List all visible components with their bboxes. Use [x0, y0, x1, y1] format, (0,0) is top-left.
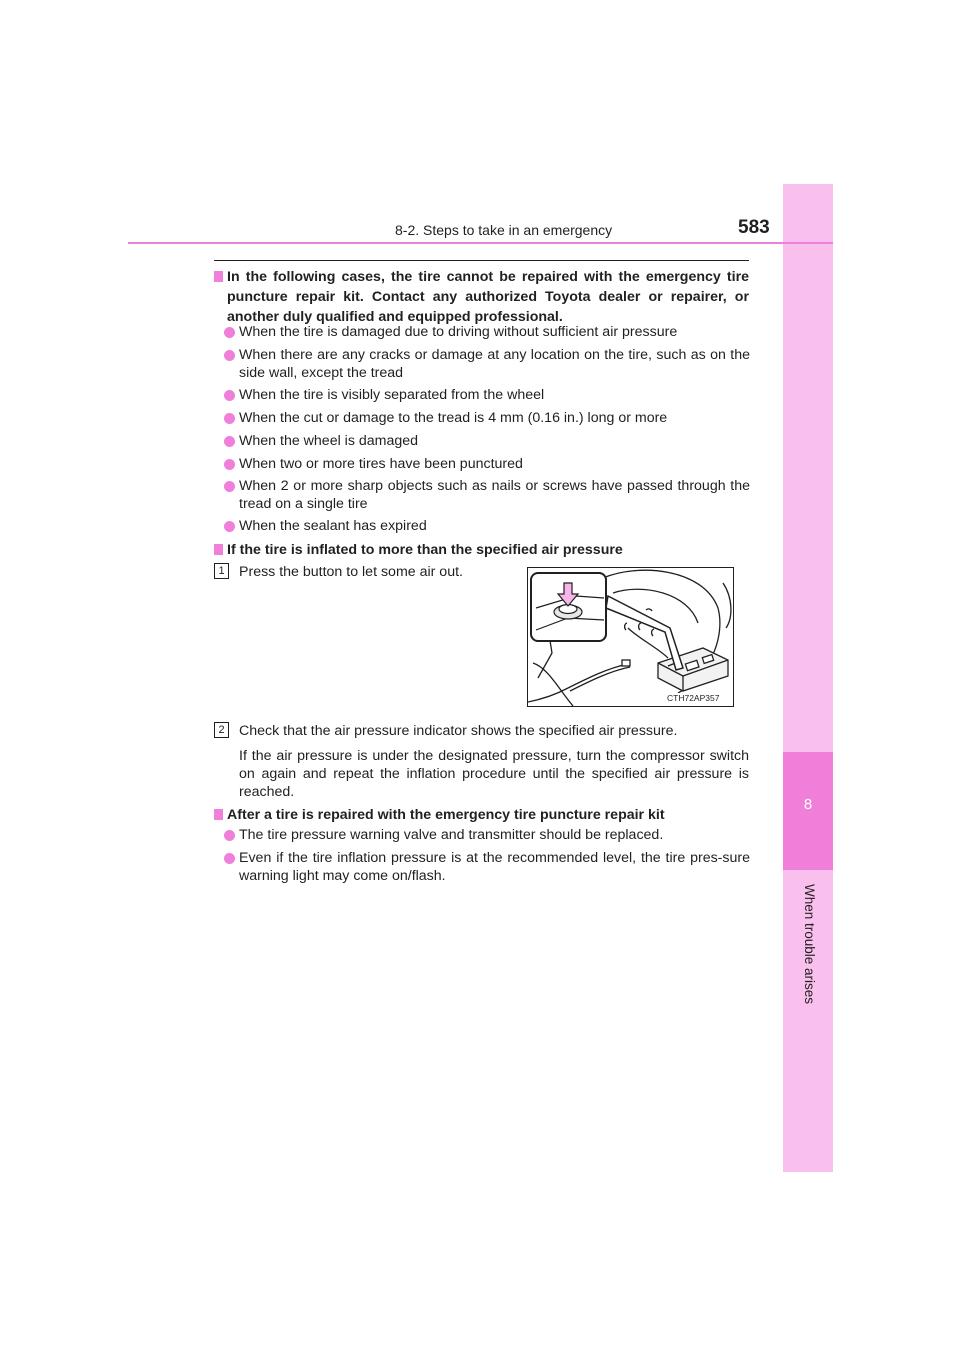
- step-number-badge: 1: [214, 563, 229, 579]
- compressor-button-diagram: [528, 568, 733, 706]
- circle-bullet-icon: [224, 327, 235, 338]
- square-bullet-icon: [214, 544, 223, 555]
- list-item: When the cut or damage to the tread is 4 mm (0.16 in.) long or more: [224, 409, 750, 427]
- circle-bullet-icon: [224, 481, 235, 492]
- list-item: When the wheel is damaged: [224, 432, 750, 450]
- list-item: Even if the tire inflation pressure is at the recommended level, the tire pres-sure warning light may come on/flash.: [224, 849, 750, 885]
- square-bullet-icon: [214, 271, 223, 282]
- chapter-number: 8: [803, 796, 813, 813]
- circle-bullet-icon: [224, 436, 235, 447]
- step-2-text: Check that the air pressure indicator shows the specified air pressure.: [239, 723, 678, 739]
- circle-bullet-icon: [224, 350, 235, 361]
- content-rule: [214, 260, 749, 261]
- circle-bullet-icon: [224, 390, 235, 401]
- list-item: The tire pressure warning valve and transmitter should be replaced.: [224, 826, 750, 844]
- circle-bullet-icon: [224, 830, 235, 841]
- section-heading-after-repair: After a tire is repaired with the emergency tire puncture repair kit: [214, 805, 749, 825]
- circle-bullet-icon: [224, 413, 235, 424]
- list-item: When two or more tires have been punctured: [224, 455, 750, 473]
- list-item: When the tire is visibly separated from the wheel: [224, 386, 750, 404]
- list-item: When there are any cracks or damage at any location on the tire, such as on the side wall, except the tread: [224, 346, 750, 382]
- list-item: When the sealant has expired: [224, 517, 750, 535]
- list-item: When the tire is damaged due to driving without sufficient air pressure: [224, 323, 750, 341]
- section-heading-cannot-repair: In the following cases, the tire cannot be repaired with the emergency tire puncture repair kit. Contact any authorized Toyota dealer or repairer, or another duly qualified and equipped professional.: [214, 267, 749, 327]
- circle-bullet-icon: [224, 521, 235, 532]
- section-header-title: 8-2. Steps to take in an emergency: [395, 222, 613, 238]
- page-number: 583: [738, 217, 770, 238]
- chapter-title: [799, 884, 819, 1084]
- circle-bullet-icon: [224, 853, 235, 864]
- compressor-illustration: [527, 567, 734, 707]
- step-1-text: Press the button to let some air out.: [239, 564, 463, 580]
- header-rule: [128, 242, 833, 244]
- illustration-code: CTH72AP357: [667, 693, 720, 703]
- chapter-title-text: When trouble arises: [802, 884, 817, 1005]
- circle-bullet-icon: [224, 459, 235, 470]
- section-heading-overinflated: If the tire is inflated to more than the specified air pressure: [214, 540, 749, 560]
- square-bullet-icon: [214, 809, 223, 820]
- step-2-note: If the air pressure is under the designated pressure, turn the compressor switch on again and repeat the inflation procedure until the specified air pressure is reached.: [239, 748, 749, 800]
- step-number-badge: 2: [214, 722, 229, 738]
- list-item: When 2 or more sharp objects such as nails or screws have passed through the tread on a single tire: [224, 477, 750, 513]
